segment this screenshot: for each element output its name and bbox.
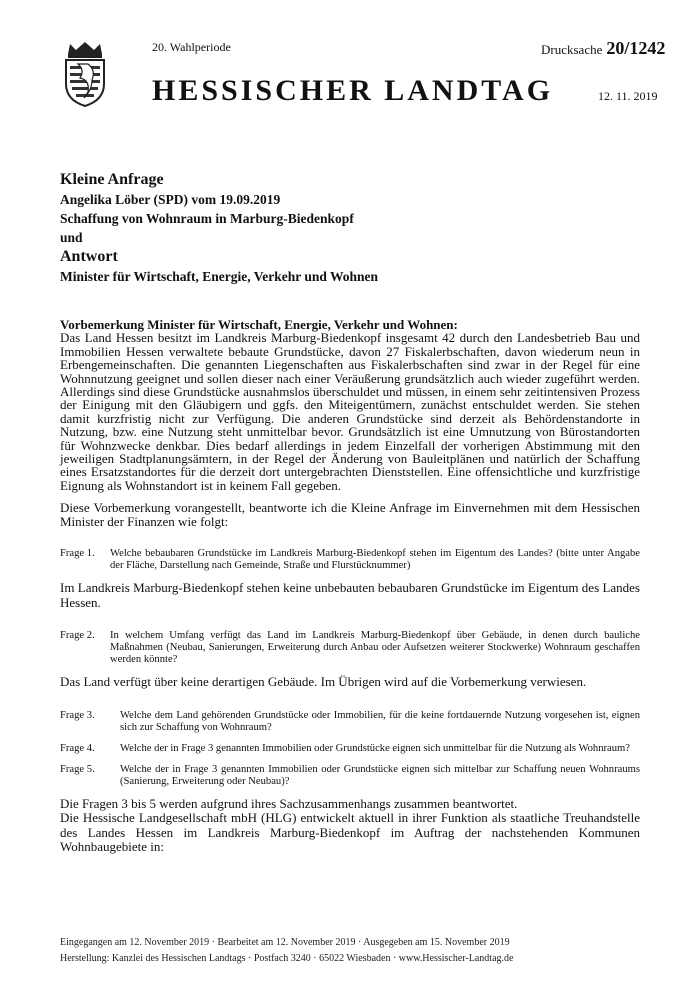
frage-text: In welchem Umfang verfügt das Land im Landkreis Marburg-Biedenkopf über Gebäude, in denen durch bauliche Maßnahmen (Neubau, Sanierungen, Erweiterung durch Anbau oder Aufsetzen weiterer Stockwerke) Wohnraum geschaffen werden könnte? xyxy=(110,630,640,666)
frage-text: Welche bebaubaren Grundstücke im Landkreis Marburg-Biedenkopf stehen im Eigentum des Landes? (bitte unter Angabe der Fläche, Darstellung nach Gemeinde, Straße und Flurstücknummer) xyxy=(110,548,640,572)
document-date: 12. 11. 2019 xyxy=(598,89,658,103)
frage-label: Frage 5. xyxy=(60,763,95,775)
frage-4 xyxy=(60,743,640,755)
frage-text: Welche der in Frage 3 genannten Immobilien oder Grundstücke eignen sich mittelbar zur Schaffung neuen Wohnraums (Sanierung, Erweiterung oder Neubau)? xyxy=(120,763,640,787)
drucksache-number: 20/1242 xyxy=(606,38,666,58)
frage-5 xyxy=(60,764,640,788)
footer-imprint: Herstellung: Kanzlei des Hessischen Landtags · Postfach 3240 · 65022 Wiesbaden · www.Hessischer-Landtag.de xyxy=(60,953,514,964)
minister-line: Minister für Wirtschaft, Energie, Verkehr und Wohnen xyxy=(60,269,379,284)
frage-label: Frage 3. xyxy=(60,709,95,721)
frage-2 xyxy=(60,630,640,666)
heading-block xyxy=(60,170,640,286)
frage-label: Frage 2. xyxy=(60,630,95,642)
kleine-anfrage-title: Kleine Anfrage xyxy=(60,171,164,188)
antwort-1: Im Landkreis Marburg-Biedenkopf stehen keine unbebauten bebaubaren Grundstücke im Eigentum des Landes Hessen. xyxy=(60,580,640,610)
und-line: und xyxy=(60,230,83,245)
frage-3 xyxy=(60,710,640,734)
frage-text: Welche dem Land gehörenden Grundstücke oder Immobilien, für die keine fortdauernde Nutzung vorgesehen ist, eignen sich zur Schaffung von Wohnraum? xyxy=(120,709,640,733)
antwort-2: Das Land verfügt über keine derartigen Gebäude. Im Übrigen wird auf die Vorbemerkung verwiesen. xyxy=(60,674,587,690)
drucksache-label: Drucksache xyxy=(541,42,603,57)
page-title: HESSISCHER LANDTAG xyxy=(152,74,554,107)
antwort-title: Antwort xyxy=(60,248,118,265)
subject-line: Schaffung von Wohnraum in Marburg-Biedenkopf xyxy=(60,211,354,226)
antwort-3-5-intro: Die Fragen 3 bis 5 werden aufgrund ihres Sachzusammenhangs zusammen beantwortet. xyxy=(60,795,518,811)
antwort-3-5-text: Die Hessische Landgesellschaft mbH (HLG) entwickelt aktuell in ihrer Funktion als staatliche Treuhandstelle des Landes Hessen im Landkreis Marburg-Biedenkopf im Auftrag der nachstehenden Kommunen Wohnbaugebiete in: xyxy=(60,810,640,855)
frage-label: Frage 1. xyxy=(60,548,95,560)
frage-text: Welche der in Frage 3 genannten Immobilien oder Grundstücke eignen sich unmittelbar für die Nutzung als Wohnraum? xyxy=(120,742,630,754)
footer-dates: Eingegangen am 12. November 2019 · Bearbeitet am 12. November 2019 · Ausgegeben am 15. November 2019 xyxy=(60,937,510,948)
document-body xyxy=(60,318,640,855)
frage-label: Frage 4. xyxy=(60,742,95,754)
wahlperiode: 20. Wahlperiode xyxy=(152,40,231,54)
frage-1 xyxy=(60,548,640,572)
vorbemerkung-text: Das Land Hessen besitzt im Landkreis Marburg-Biedenkopf insgesamt 42 durch den Landesbetrieb Bau und Immobilien Hessen verwaltete bebaute Grundstücke, davon 27 Fiskalerbschaften, davon wiederum neun in Erbengemeinschaften. Die genannten Liegenschaften aus Fiskalerbschaften sind zwar in der Regel für eine Wohnnutzung geeignet und sollen dieser nach einer Veräußerung grundsätzlich auch wieder zugeführt werden. Allerdings sind diese Grundstücke ausnahmslos überschuldet und müssen, in einem sehr zeitintensiven Prozess der Einigung mit den Gläubigern und ggfs. den Miteigentümern, zunächst entschuldet werden. Sie stehen damit kurzfristig nicht zur Verfügung. Die anderen Grundstücke sind derzeit als Behördenstandorte in Nutzung, bzw. eine Nutzung steht unmittelbar bevor. Grundsätzlich ist eine Umnutzung von Bürostandorten für Wohnzwecke denkbar. Dies bedarf allerdings in jedem Einzelfall der vorherigen Abstimmung mit den jeweiligen Stadtplanungsämtern, in der Regel der Änderung von Bauleitplänen und natürlich der Schaffung eines Ersatzstandortes für die derzeit dort untergebrachten Dienststellen. Eine offensichtliche und kurzfristige Eignung als Wohnstandort ist in keinem Fall gegeben. xyxy=(60,330,640,493)
hessen-coat-of-arms-icon xyxy=(62,40,108,108)
vorbemerkung-title: Vorbemerkung Minister für Wirtschaft, Energie, Verkehr und Wohnen: xyxy=(60,317,458,332)
vorbemerkung-intro: Diese Vorbemerkung vorangestellt, beantworte ich die Kleine Anfrage im Einvernehmen mit dem Hessischen Minister der Finanzen wie folgt: xyxy=(60,500,640,529)
author-line: Angelika Löber (SPD) vom 19.09.2019 xyxy=(60,192,281,207)
page-footer xyxy=(60,935,640,967)
drucksache xyxy=(541,38,665,59)
